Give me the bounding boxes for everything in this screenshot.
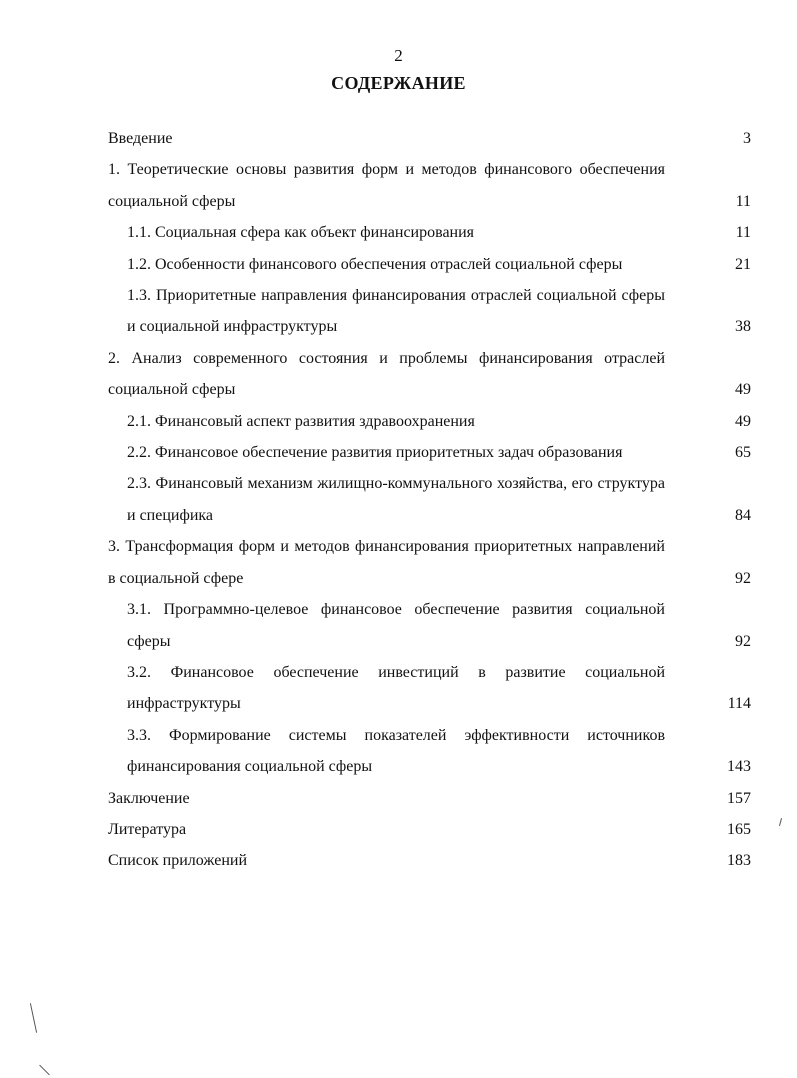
toc-entry-text: 1.1. Социальная сфера как объект финансирования [127, 224, 475, 242]
toc-entry-text: Заключение [108, 789, 190, 807]
toc-entry-literature [0, 814, 797, 845]
toc-entry-introduction [0, 123, 797, 154]
toc-entry-text: 1. Теоретические основы развития форм и методов финансового обеспечения социальной сферы [108, 161, 665, 210]
toc-entry-text: Введение [108, 130, 173, 147]
toc-entry-text: 3.2. Финансовое обеспечение инвестиций в развитие социальной инфраструктуры [127, 663, 665, 713]
toc-entry-section-1-3 [0, 280, 797, 343]
toc-entry-text: 2.2. Финансовое обеспечение развития приоритетных задач образования [127, 444, 623, 462]
toc-entry-section-2-1 [0, 406, 797, 437]
toc-entry-page: 11 [735, 192, 751, 210]
toc-entry-chapter-3 [0, 531, 797, 594]
table-of-contents [0, 123, 797, 877]
toc-entry-page: 165 [727, 820, 751, 838]
toc-entry-page: 157 [727, 789, 751, 807]
toc-entry-section-2-2 [0, 437, 797, 468]
toc-entry-conclusion [0, 783, 797, 814]
toc-entry-text: 2.3. Финансовый механизм жилищно-коммунального хозяйства, его структура и специфика [127, 475, 665, 524]
toc-entry-text: 3.3. Формирование системы показателей эффективности источников финансирования социальной сферы [127, 726, 665, 776]
scan-mark [39, 1065, 50, 1076]
scan-mark [30, 1003, 37, 1033]
toc-entry-text: 1.2. Особенности финансового обеспечения отраслей социальной сферы [127, 255, 623, 273]
toc-entry-page: 3 [743, 130, 751, 147]
page-title: СОДЕРЖАНИЕ [331, 73, 466, 93]
toc-entry-appendices [0, 845, 797, 876]
toc-entry-page: 92 [735, 569, 751, 587]
toc-entry-text: 1.3. Приоритетные направления финансирования отраслей социальной сферы и социальной инфраструктуры [127, 287, 665, 336]
toc-entry-page: 49 [735, 412, 751, 430]
toc-entry-text: 2.1. Финансовый аспект развития здравоохранения [127, 412, 475, 430]
toc-entry-page: 92 [735, 632, 751, 650]
toc-entry-section-3-2 [0, 657, 797, 720]
toc-entry-section-1-1 [0, 217, 797, 248]
toc-entry-page: 38 [735, 318, 751, 336]
toc-entry-text: Литература [108, 820, 187, 838]
toc-entry-text: 2. Анализ современного состояния и проблемы финансирования отраслей социальной сферы [108, 349, 665, 399]
toc-entry-section-3-1 [0, 594, 797, 657]
toc-entry-chapter-1 [0, 154, 797, 217]
toc-entry-chapter-2 [0, 343, 797, 406]
toc-entry-page: 114 [727, 695, 751, 713]
toc-entry-page: 183 [727, 852, 751, 870]
toc-entry-section-2-3 [0, 468, 797, 531]
toc-entry-page: 84 [735, 506, 751, 524]
page-number: 2 [394, 46, 403, 65]
toc-entry-text: Список приложений [108, 852, 248, 870]
toc-entry-page: 49 [735, 381, 751, 399]
toc-entry-page: 11 [735, 224, 751, 242]
toc-entry-section-1-2 [0, 249, 797, 280]
toc-entry-text: 3. Трансформация форм и методов финансирования приоритетных направлений в социальной сфере [108, 538, 665, 587]
toc-entry-page: 65 [735, 444, 751, 462]
toc-entry-page: 143 [727, 758, 751, 776]
toc-entry-text: 3.1. Программно-целевое финансовое обеспечение развития социальной сферы [127, 601, 665, 650]
toc-entry-page: 21 [735, 255, 751, 273]
toc-entry-section-3-3 [0, 720, 797, 783]
